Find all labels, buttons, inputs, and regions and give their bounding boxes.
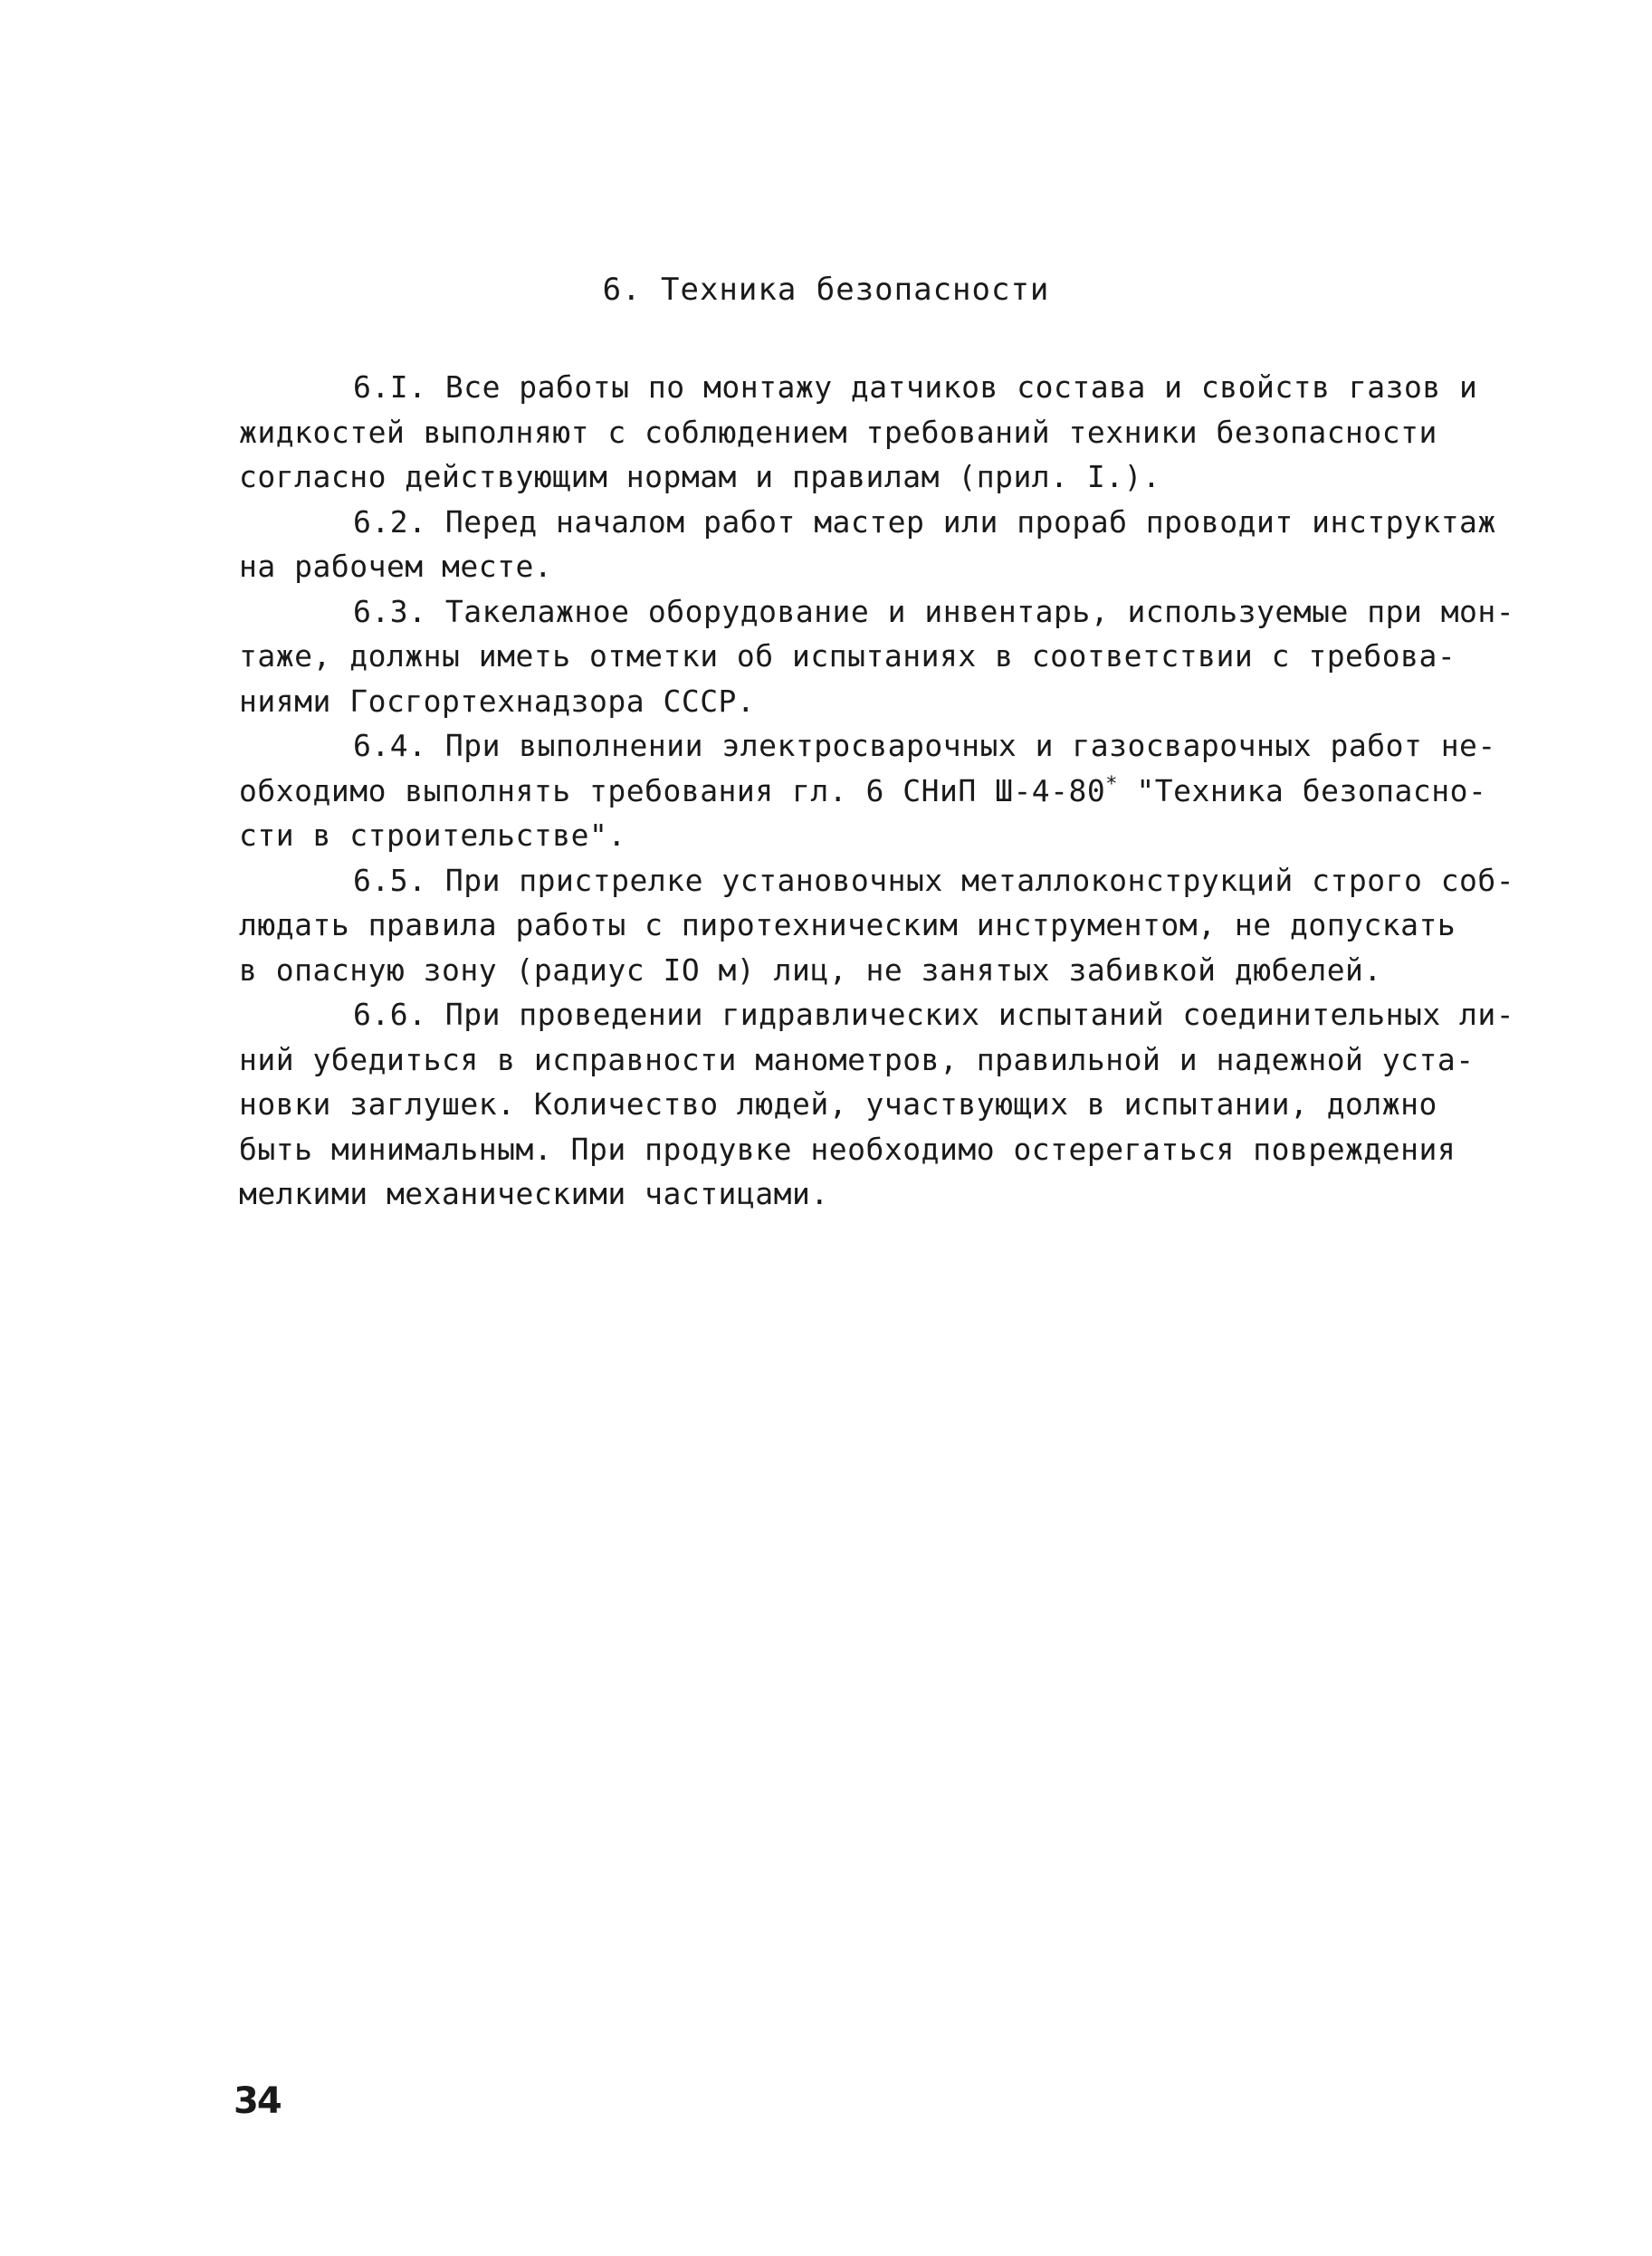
document-body: [239, 365, 1524, 1217]
paragraph-6-1-line-2: жидкостей выполняют с соблюдением требований техники безопасности: [239, 414, 1437, 450]
paragraph-6-3-line-2: таже, должны иметь отметки об испытаниях в соответствии с требова-: [239, 638, 1456, 674]
paragraph-6-6-line-1: 6.6. При проведении гидравлических испытаний соединительных ли-: [353, 997, 1515, 1032]
page-number: 34: [234, 2080, 281, 2122]
footnote-mark: *: [1105, 772, 1119, 796]
paragraph-6-6-line-2: ний убедиться в исправности манометров, правильной и надежной уста-: [239, 1041, 1475, 1077]
paragraph-6-5-line-1: 6.5. При пристрелке установочных металлоконструкций строго соб-: [353, 862, 1515, 898]
paragraph-6-4-line-1: 6.4. При выполнении электросварочных и газосварочных работ не-: [353, 728, 1496, 763]
paragraph-6-4-line-2: [239, 769, 1524, 814]
section-title: 6. Техника безопасности: [602, 272, 1050, 308]
paragraph-6-3-line-3: ниями Госгортехнадзора СССР.: [239, 683, 756, 719]
paragraph-6-3-line-1: 6.3. Такелажное оборудование и инвентарь, используемые при мон-: [353, 593, 1515, 629]
paragraph-6-4-line-2-text: обходимо выполнять требования гл. 6 СНиП Ш-4-80: [239, 772, 1106, 808]
paragraph-6-5-line-2: людать правила работы с пиротехническим инструментом, не допускать: [239, 907, 1456, 942]
paragraph-6-2-line-2: на рабочем месте.: [239, 549, 553, 584]
paragraph-6-6-line-4: быть минимальным. При продувке необходимо остерегаться повреждения: [239, 1131, 1456, 1167]
paragraph-6-1-line-1: 6.I. Все работы по монтажу датчиков состава и свойств газов и: [353, 369, 1478, 405]
paragraph-6-4-line-3: сти в строительстве".: [239, 817, 626, 853]
paragraph-6-5-line-3: в опасную зону (радиус IO м) лиц, не занятых забивкой дюбелей.: [239, 951, 1382, 988]
paragraph-6-1-line-3: согласно действующим нормам и правилам (прил. I.).: [239, 459, 1161, 494]
paragraph-6-6-line-5: мелкими механическими частицами.: [239, 1176, 829, 1211]
paragraph-6-4-line-2-tail: "Техника безопасно-: [1136, 772, 1487, 808]
paragraph-6-6-line-3: новки заглушек. Количество людей, участвующих в испытании, должно: [239, 1086, 1437, 1122]
paragraph-6-2-line-1: 6.2. Перед началом работ мастер или прораб проводит инструктаж: [353, 503, 1496, 540]
